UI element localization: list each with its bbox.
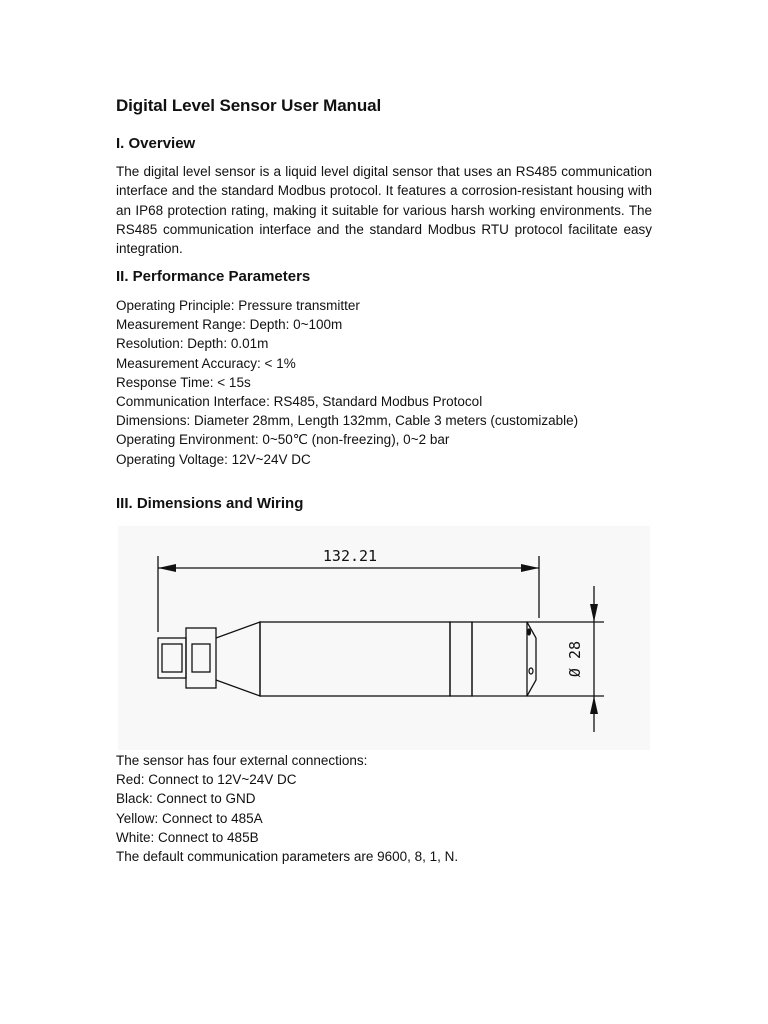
parameter-line: Measurement Accuracy: < 1% (116, 355, 296, 371)
diameter-arrow-top (590, 604, 598, 622)
length-arrow-left (158, 564, 176, 572)
diameter-arrow-bottom (590, 696, 598, 714)
sensor-dimension-drawing (118, 526, 650, 750)
wiring-line: White: Connect to 485B (116, 829, 259, 845)
tip-hole-top (528, 629, 531, 635)
taper-section (216, 622, 260, 696)
hex-nut-window (192, 644, 210, 672)
wiring-line: The sensor has four external connections: (116, 753, 368, 768)
length-arrow-right (521, 564, 539, 572)
section-heading-dimensions: III. Dimensions and Wiring (116, 495, 304, 512)
wiring-line: Yellow: Connect to 485A (116, 810, 263, 826)
wiring-line: Black: Connect to GND (116, 791, 256, 807)
parameter-line: Operating Principle: Pressure transmitter (116, 298, 360, 313)
overview-paragraph: The digital level sensor is a liquid level digital sensor that uses an RS485 communication interface and the standard Modbus protocol. It features a corrosion-resistant housing with an IP68 protection rating, making it suitable for various harsh working environments. The RS485 communication interface and the standard Modbus RTU protocol facilitate easy integration. (116, 164, 652, 257)
performance-parameters-list (116, 296, 578, 469)
section-heading-performance: II. Performance Parameters (116, 268, 311, 285)
parameter-line: Response Time: < 15s (116, 374, 251, 390)
parameter-line: Operating Environment: 0~50℃ (non-freezing), 0~2 bar (116, 432, 450, 448)
length-dimension-label: 132.21 (322, 547, 378, 565)
parameter-line: Resolution: Depth: 0.01m (116, 336, 269, 352)
diameter-dimension-label: Ø 28 (566, 640, 584, 678)
hex-nut (186, 628, 216, 688)
parameter-line: Operating Voltage: 12V~24V DC (116, 451, 311, 467)
parameter-line: Dimensions: Diameter 28mm, Length 132mm, Cable 3 meters (customizable) (116, 413, 579, 429)
sensor-band (450, 622, 472, 696)
wiring-line: Red: Connect to 12V~24V DC (116, 772, 297, 788)
section-heading-overview: I. Overview (116, 135, 196, 152)
sensor-body (260, 622, 450, 696)
document-title: Digital Level Sensor User Manual (116, 96, 382, 115)
wiring-list (116, 751, 458, 866)
parameter-line: Communication Interface: RS485, Standard Modbus Protocol (116, 394, 483, 410)
cable-gland-inner (162, 644, 182, 672)
parameter-line: Measurement Range: Depth: 0~100m (116, 317, 343, 333)
wiring-line: The default communication parameters are 9600, 8, 1, N. (116, 849, 459, 865)
tip-hole-bottom (529, 668, 533, 674)
